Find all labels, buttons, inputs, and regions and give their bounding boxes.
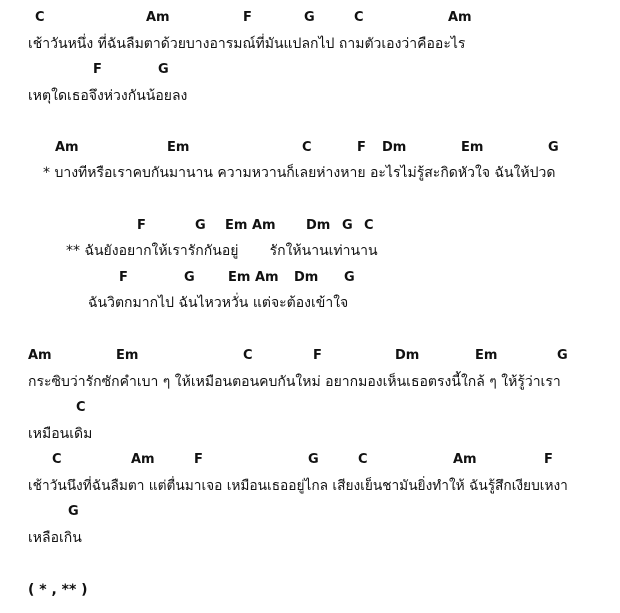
chord: F [194,452,203,467]
chord-line [0,61,620,79]
chord: C [52,452,62,467]
chord: Dm [306,218,331,233]
lyric-line: กระซิบว่ารักซักคำเบา ๆ ให้เหมือนตอนคบกันใหม่ อยากมองเห็นเธอตรงนี้ใกล้ ๆ ให้รู้ว่าเรา [28,374,561,390]
chord: Em Am [228,270,279,285]
chord-line [0,269,620,287]
lyric-line: เหมือนเดิม [28,426,93,442]
chord: G [548,140,559,155]
chord-line [0,9,620,27]
chord-line [0,217,620,235]
chord: G [158,62,169,77]
chord: Am [448,10,472,25]
chord: F [313,348,322,363]
chord: F [93,62,102,77]
chord: Em [475,348,498,363]
lyric-line: * บางทีหรือเราคบกันมานาน ความหวานก็เลยห่างหาย อะไรไม่รู้สะกิดหัวใจ ฉันให้ปวด [43,165,556,181]
chord: F [137,218,146,233]
chord: Em Am [225,218,276,233]
lyric-line: เหตุใดเธอจึงห่วงกันน้อยลง [28,88,188,104]
chord: Em [167,140,190,155]
chord: G [344,270,355,285]
lyric-line: เช้าวันนึงที่ฉันลืมตา แต่ตื่นมาเจอ เหมือนเธออยู่ไกล เสียงเย็นชามันยิ่งทำให้ ฉันรู้สึกเงียบเหงา [28,478,568,494]
chord: Em [116,348,139,363]
chord: G [308,452,319,467]
chord: C [358,452,368,467]
chord-line [0,399,620,417]
chord: Am [28,348,52,363]
chord: C [35,10,45,25]
chord: C [302,140,312,155]
chord: G [195,218,206,233]
chord: F [357,140,366,155]
chord: F [544,452,553,467]
chord-line [0,347,620,365]
chord: G [304,10,315,25]
chord: Dm [294,270,319,285]
chord: Dm [395,348,420,363]
chord: G [184,270,195,285]
chord: G [342,218,353,233]
chord-line [0,503,620,521]
chord: Am [131,452,155,467]
lyric-line: เช้าวันหนึ่ง ที่ฉันลืมตาด้วยบางอารมณ์ที่มันแปลกไป ถามตัวเองว่าคืออะไร [28,36,466,52]
chord: Am [453,452,477,467]
repeat-marker: ( * , ** ) [28,582,88,598]
chord: C [364,218,374,233]
chord-line [0,451,620,469]
lyric-line: ** ฉันยังอยากให้เรารักกันอยู่ รักให้นานเท่านาน [66,243,378,259]
chord: C [243,348,253,363]
lyric-line: ฉันวิตกมากไป ฉันไหวหวั่น แต่จะต้องเข้าใจ [88,295,349,311]
chord: C [354,10,364,25]
chord: F [243,10,252,25]
chord: G [68,504,79,519]
chord: C [76,400,86,415]
chord: Em [461,140,484,155]
lyric-line: เหลือเกิน [28,530,82,546]
chord: Dm [382,140,407,155]
chord: Am [55,140,79,155]
chord: F [119,270,128,285]
chord: G [557,348,568,363]
chord: Am [146,10,170,25]
chord-line [0,139,620,157]
